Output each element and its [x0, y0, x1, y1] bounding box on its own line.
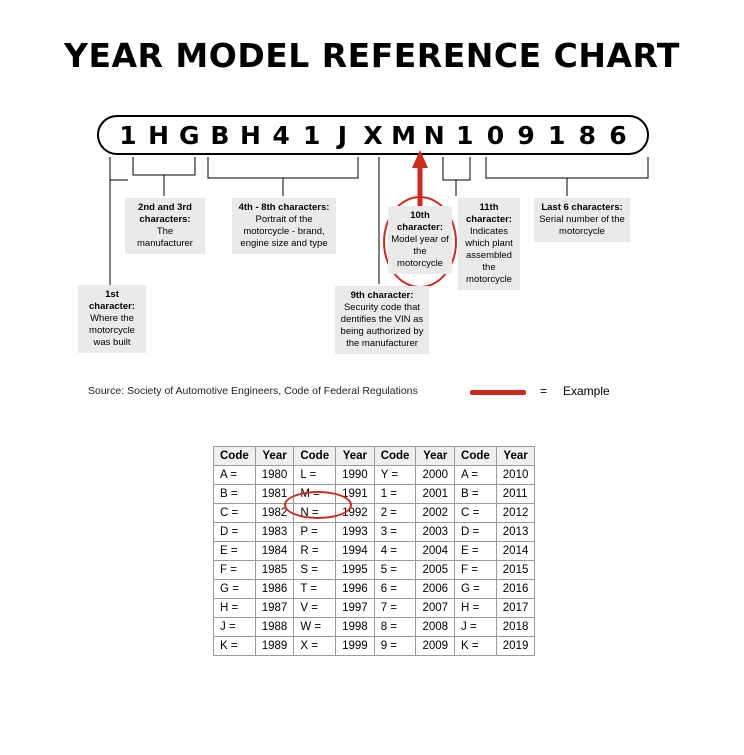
- code-cell: K =: [455, 637, 497, 656]
- year-cell: 1988: [255, 618, 294, 637]
- year-cell: 2013: [496, 523, 535, 542]
- callout-second-third-characters: [125, 198, 205, 254]
- column-header: Year: [416, 447, 455, 466]
- year-cell: 1983: [255, 523, 294, 542]
- code-cell: R =: [294, 542, 336, 561]
- year-cell: 2007: [416, 599, 455, 618]
- vin-character: H: [148, 120, 170, 150]
- year-cell: 2017: [496, 599, 535, 618]
- table-row: [214, 542, 535, 561]
- code-cell: J =: [214, 618, 256, 637]
- code-cell: 3 =: [374, 523, 416, 542]
- callout-body: Model year of the motorcycle: [391, 234, 449, 269]
- year-cell: 2014: [496, 542, 535, 561]
- vin-character: 9: [517, 120, 535, 150]
- callout-body: The manufacturer: [137, 226, 193, 249]
- column-header: Code: [214, 447, 256, 466]
- column-header: Year: [336, 447, 375, 466]
- callout-heading: 2nd and 3rd characters:: [138, 202, 192, 225]
- callout-body: Where the motorcycle was built: [89, 313, 135, 348]
- vin-character: 8: [578, 120, 597, 150]
- code-cell: D =: [455, 523, 497, 542]
- callout-heading: 9th character:: [350, 290, 414, 301]
- legend-example-label: Example: [563, 384, 610, 398]
- table-row: [214, 485, 535, 504]
- callout-first-character: [78, 285, 146, 353]
- year-cell: 1989: [255, 637, 294, 656]
- code-cell: V =: [294, 599, 336, 618]
- table-row: [214, 599, 535, 618]
- vin-character: N: [423, 120, 445, 150]
- table-row: [214, 561, 535, 580]
- year-cell: 1981: [255, 485, 294, 504]
- code-cell: T =: [294, 580, 336, 599]
- callout-fourth-eighth-characters: [232, 198, 336, 254]
- year-cell: 2015: [496, 561, 535, 580]
- code-cell: F =: [455, 561, 497, 580]
- legend-example-dash: [470, 390, 526, 395]
- year-cell: 2001: [416, 485, 455, 504]
- callout-heading: Last 6 characters:: [541, 202, 623, 213]
- column-header: Year: [255, 447, 294, 466]
- year-cell: 1986: [255, 580, 294, 599]
- year-cell: 2012: [496, 504, 535, 523]
- code-cell: Y =: [374, 466, 416, 485]
- code-cell: H =: [214, 599, 256, 618]
- year-cell: 1982: [255, 504, 294, 523]
- code-cell: G =: [455, 580, 497, 599]
- column-header: Year: [496, 447, 535, 466]
- callout-body: Security code that dentifies the VIN as being authorized by the manufacturer: [340, 302, 424, 349]
- year-cell: 1995: [336, 561, 375, 580]
- vin-character: 4: [272, 120, 290, 150]
- callout-heading: 11th character:: [466, 202, 512, 225]
- code-cell: L =: [294, 466, 336, 485]
- year-cell: 2016: [496, 580, 535, 599]
- year-cell: 1994: [336, 542, 375, 561]
- code-cell: J =: [455, 618, 497, 637]
- callout-heading: 4th - 8th characters:: [238, 202, 330, 213]
- callout-body: Serial number of the motorcycle: [539, 214, 625, 237]
- table-row: [214, 466, 535, 485]
- year-cell: 2006: [416, 580, 455, 599]
- year-cell: 2004: [416, 542, 455, 561]
- column-header: Code: [294, 447, 336, 466]
- year-cell: 1999: [336, 637, 375, 656]
- page-title: YEAR MODEL REFERENCE CHART: [64, 36, 680, 75]
- vin-character: 1: [456, 120, 474, 150]
- year-code-table: [213, 446, 535, 656]
- table-row: [214, 523, 535, 542]
- code-cell: 1 =: [374, 485, 416, 504]
- code-cell: K =: [214, 637, 256, 656]
- code-cell: 8 =: [374, 618, 416, 637]
- vin-character: H: [240, 120, 261, 150]
- code-cell: B =: [455, 485, 497, 504]
- code-cell: M =: [294, 485, 336, 504]
- vin-capsule: [97, 115, 649, 155]
- table-row: [214, 504, 535, 523]
- code-cell: X =: [294, 637, 336, 656]
- callout-ninth-character: [335, 286, 429, 354]
- code-cell: C =: [214, 504, 256, 523]
- year-cell: 1990: [336, 466, 375, 485]
- year-cell: 2000: [416, 466, 455, 485]
- vin-character: M: [391, 120, 417, 150]
- year-cell: 2011: [496, 485, 535, 504]
- code-cell: A =: [455, 466, 497, 485]
- table-row: [214, 637, 535, 656]
- code-cell: 5 =: [374, 561, 416, 580]
- code-cell: C =: [455, 504, 497, 523]
- code-cell: E =: [214, 542, 256, 561]
- vin-character: X: [363, 120, 383, 150]
- year-cell: 2002: [416, 504, 455, 523]
- vin-character: 1: [119, 120, 137, 150]
- code-cell: W =: [294, 618, 336, 637]
- vin-character: 1: [548, 120, 566, 150]
- year-cell: 1987: [255, 599, 294, 618]
- year-cell: 1996: [336, 580, 375, 599]
- year-cell: 1997: [336, 599, 375, 618]
- code-cell: 7 =: [374, 599, 416, 618]
- vin-character: J: [337, 120, 348, 150]
- callout-body: Indicates which plant assembled the motorcycle: [465, 226, 513, 285]
- callout-heading: 10th character:: [397, 210, 443, 233]
- year-cell: 1991: [336, 485, 375, 504]
- year-cell: 1985: [255, 561, 294, 580]
- code-cell: 9 =: [374, 637, 416, 656]
- code-cell: F =: [214, 561, 256, 580]
- code-cell: H =: [455, 599, 497, 618]
- code-cell: S =: [294, 561, 336, 580]
- year-cell: 2008: [416, 618, 455, 637]
- code-cell: N =: [294, 504, 336, 523]
- code-cell: D =: [214, 523, 256, 542]
- year-cell: 2009: [416, 637, 455, 656]
- code-cell: E =: [455, 542, 497, 561]
- year-cell: 2010: [496, 466, 535, 485]
- year-cell: 2003: [416, 523, 455, 542]
- code-cell: 4 =: [374, 542, 416, 561]
- vin-character: 6: [609, 120, 627, 150]
- code-cell: P =: [294, 523, 336, 542]
- year-cell: 1984: [255, 542, 294, 561]
- year-cell: 1993: [336, 523, 375, 542]
- column-header: Code: [374, 447, 416, 466]
- legend-equals-sign: =: [540, 384, 548, 398]
- table-row: [214, 580, 535, 599]
- code-cell: 2 =: [374, 504, 416, 523]
- callout-heading: 1st character:: [89, 289, 135, 312]
- callout-eleventh-character: [458, 198, 520, 290]
- year-cell: 1992: [336, 504, 375, 523]
- vin-character: 1: [303, 120, 321, 150]
- vin-character: B: [210, 120, 230, 150]
- code-cell: 6 =: [374, 580, 416, 599]
- vin-character: 0: [486, 120, 505, 150]
- year-cell: 1980: [255, 466, 294, 485]
- year-code-table-wrapper: [213, 446, 535, 656]
- table-row: [214, 618, 535, 637]
- callout-tenth-character: [388, 206, 452, 274]
- callout-body: Portrait of the motorcycle - brand, engine size and type: [240, 214, 328, 249]
- year-cell: 2018: [496, 618, 535, 637]
- year-cell: 1998: [336, 618, 375, 637]
- table-header-row: [214, 447, 535, 466]
- source-note: Source: Society of Automotive Engineers, Code of Federal Regulations: [88, 385, 418, 397]
- callout-last-six-characters: [534, 198, 630, 242]
- vin-character: G: [178, 120, 200, 150]
- code-cell: G =: [214, 580, 256, 599]
- column-header: Code: [455, 447, 497, 466]
- year-cell: 2019: [496, 637, 535, 656]
- code-cell: B =: [214, 485, 256, 504]
- year-cell: 2005: [416, 561, 455, 580]
- code-cell: A =: [214, 466, 256, 485]
